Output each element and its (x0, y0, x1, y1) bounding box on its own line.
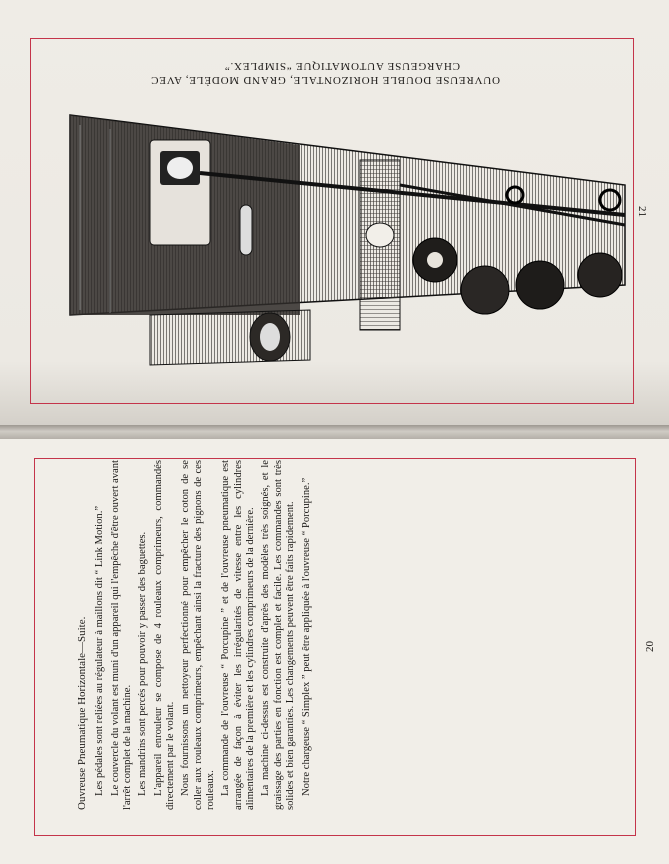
paragraph: La machine ci-dessus est construite d'après des modèles très soignés, et le graissage des parties en fonction est complet et facile. Les commandes sont très solides et bien garanties. Les changements peuvent être faits rapidement. (260, 460, 297, 810)
paragraph: Nous fournissons un nettoyeur perfectionné pour empêcher le coton de se coller aux rouleaux comprimeurs, empêchant ainsi la fracture des pignons de ces rouleaux. (180, 460, 217, 810)
figure-caption-line-2: CHARGEUSE AUTOMATIQUE “SIMPLEX.” (224, 60, 460, 72)
paragraph: Les mandrins sont percés pour pouvoir y passer des baguettes. (137, 531, 149, 796)
paragraph: La commande de l'ouvreuse “ Porcupine ” et de l'ouvreuse pneumatique est arrangée de façon à éviter les irrégularités de vitesse entre les cylindres alimentaires de la première et les cylindres comprimeurs de la dernière. (220, 460, 257, 810)
paragraph: Notre chargeuse “ Simplex ” peut être appliquée à l'ouvreuse “ Porcupine.” (300, 477, 312, 796)
page-number-21: 21 (636, 206, 648, 217)
book-gutter (0, 425, 669, 439)
page-number-20: 20 (644, 641, 656, 652)
page-20-body (76, 460, 313, 810)
paragraph: Les pédales sont reliées au régulateur à maillons dit “ Link Motion.” (94, 505, 106, 796)
section-heading: Ouvreuse Pneumatique Horizontale—Suite. (76, 616, 88, 810)
paragraph: L'appareil enrouleur se compose de 4 rouleaux comprimeurs, commandés directement par le volant. (152, 460, 177, 810)
paragraph: Le couvercle du volant est muni d'un appareil qui l'empêche d'être ouvert avant l'arrêt complet de la machine. (109, 460, 134, 810)
machine-engraving (40, 85, 630, 385)
figure-caption-line-1: OUVREUSE DOUBLE HORIZONTALE, GRAND MODÈLE, AVEC (150, 74, 500, 86)
